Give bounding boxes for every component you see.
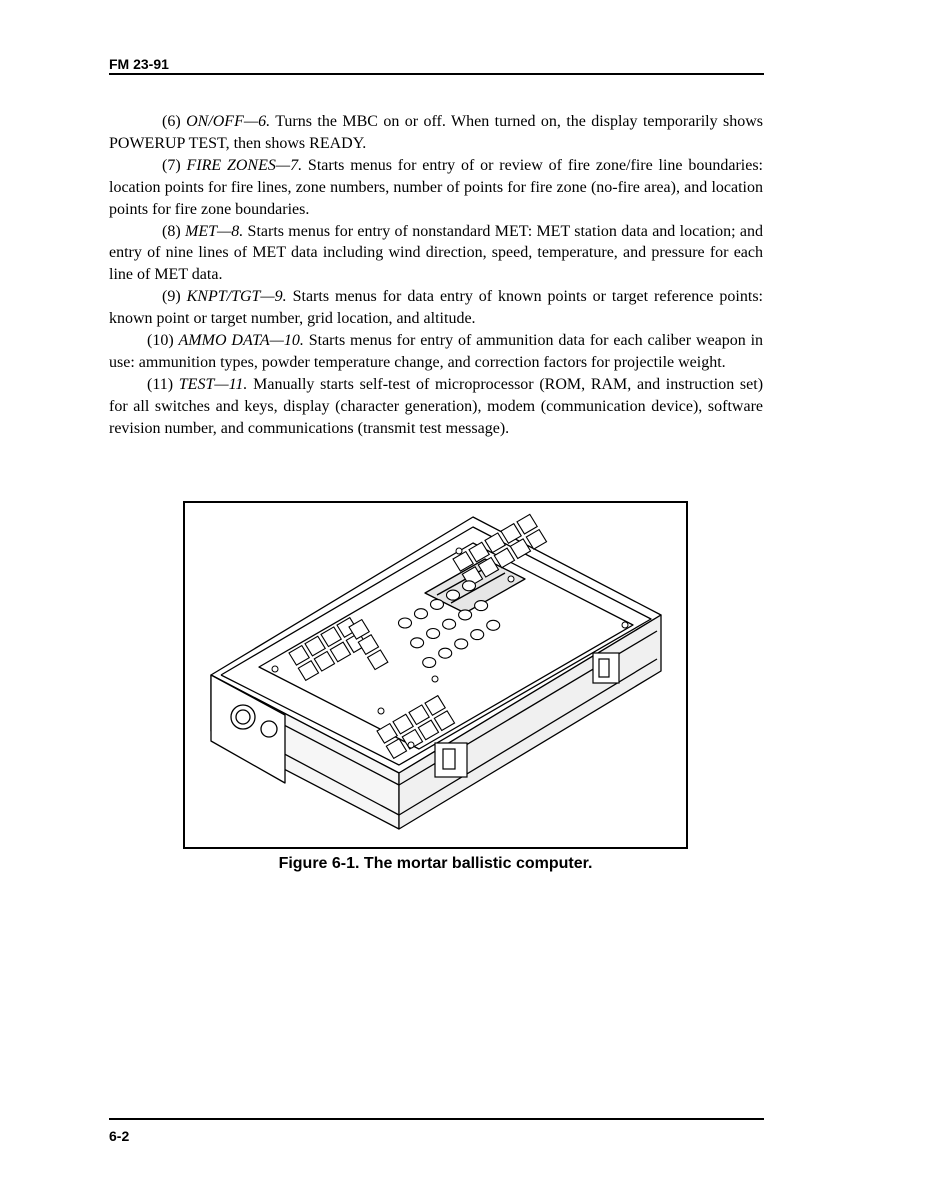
numeric-key [459, 610, 472, 620]
figure-caption: Figure 6-1. The mortar ballistic computer. [278, 855, 593, 872]
paragraph-term: MET—8. [184, 222, 244, 240]
screw-icon [456, 548, 462, 554]
numeric-key [443, 619, 456, 629]
numeric-key [411, 638, 424, 648]
numeric-key [475, 601, 488, 611]
screw-icon [622, 622, 628, 628]
paragraph-text: Starts menus for data entry of known points or target reference points: known point or target number, grid location, and altitude. [109, 288, 763, 328]
numeric-key [431, 599, 444, 609]
paragraph-term: TEST—11. [178, 375, 248, 393]
paragraph-term: KNPT/TGT—9. [186, 288, 287, 306]
numeric-key [415, 609, 428, 619]
running-header: FM 23-91 [109, 56, 169, 72]
paragraph-text: Manually starts self-test of microprocessor (ROM, RAM, and instruction set) for all switches and keys, display (character generation), modem (communication device), software revision number, and communications (transmit test message). [109, 375, 764, 437]
figure-frame [183, 501, 688, 849]
function-key [517, 514, 537, 534]
latch-right-inner [599, 659, 609, 677]
screw-icon [378, 708, 384, 714]
latch-front-inner [443, 749, 455, 769]
paragraph-number: (10) [147, 332, 174, 350]
header-rule [109, 73, 764, 75]
paragraph-number: (11) [147, 375, 174, 393]
paragraph-on-off [109, 111, 763, 155]
paragraph-test [109, 374, 763, 440]
numeric-key [399, 618, 412, 628]
paragraph-knpt-tgt [109, 286, 763, 330]
paragraph-number: (7) [162, 156, 181, 174]
paragraph-text: Starts menus for entry of or review of fire zone/fire line boundaries: location points for fire lines, zone numbers, number of points for fire zone (no-fire area), and location points for fire zone boundaries. [109, 156, 763, 218]
page-number: 6-2 [109, 1128, 130, 1144]
numeric-key [439, 648, 452, 658]
screw-icon [508, 576, 514, 582]
paragraph-met [109, 221, 763, 287]
paragraph-ammo-data [109, 330, 763, 374]
numeric-key [487, 620, 500, 630]
paragraph-fire-zones [109, 155, 763, 221]
paragraph-text: Turns the MBC on or off. When turned on, the display temporarily shows POWERUP TEST, then shows READY. [109, 113, 764, 152]
mortar-ballistic-computer-illustration [185, 503, 686, 847]
numeric-key [423, 658, 436, 668]
paragraph-number: (9) [162, 288, 181, 306]
footer-rule [109, 1118, 764, 1120]
screw-icon [272, 666, 278, 672]
paragraph-term: FIRE ZONES—7. [186, 156, 303, 174]
numeric-key [427, 629, 440, 639]
numeric-key [447, 590, 460, 600]
paragraph-term: AMMO DATA—10. [178, 332, 304, 350]
numeric-key [463, 581, 476, 591]
screw-icon [432, 676, 438, 682]
paragraph-number: (6) [162, 113, 181, 130]
numeric-key [455, 639, 468, 649]
body-text [109, 111, 763, 440]
paragraph-number: (8) [162, 222, 181, 240]
paragraph-text: Starts menus for entry of nonstandard MET: MET station data and location; and entry of nine lines of MET data including wind direction, speed, temperature, and pressure for each line of MET data. [109, 222, 764, 284]
paragraph-text: Starts menus for entry of ammunition data for each caliber weapon in use: ammunition types, powder temperature change, and correction factors for projectile weight. [109, 332, 764, 371]
screw-icon [408, 742, 414, 748]
numeric-key [471, 630, 484, 640]
paragraph-term: ON/OFF—6. [186, 113, 271, 130]
